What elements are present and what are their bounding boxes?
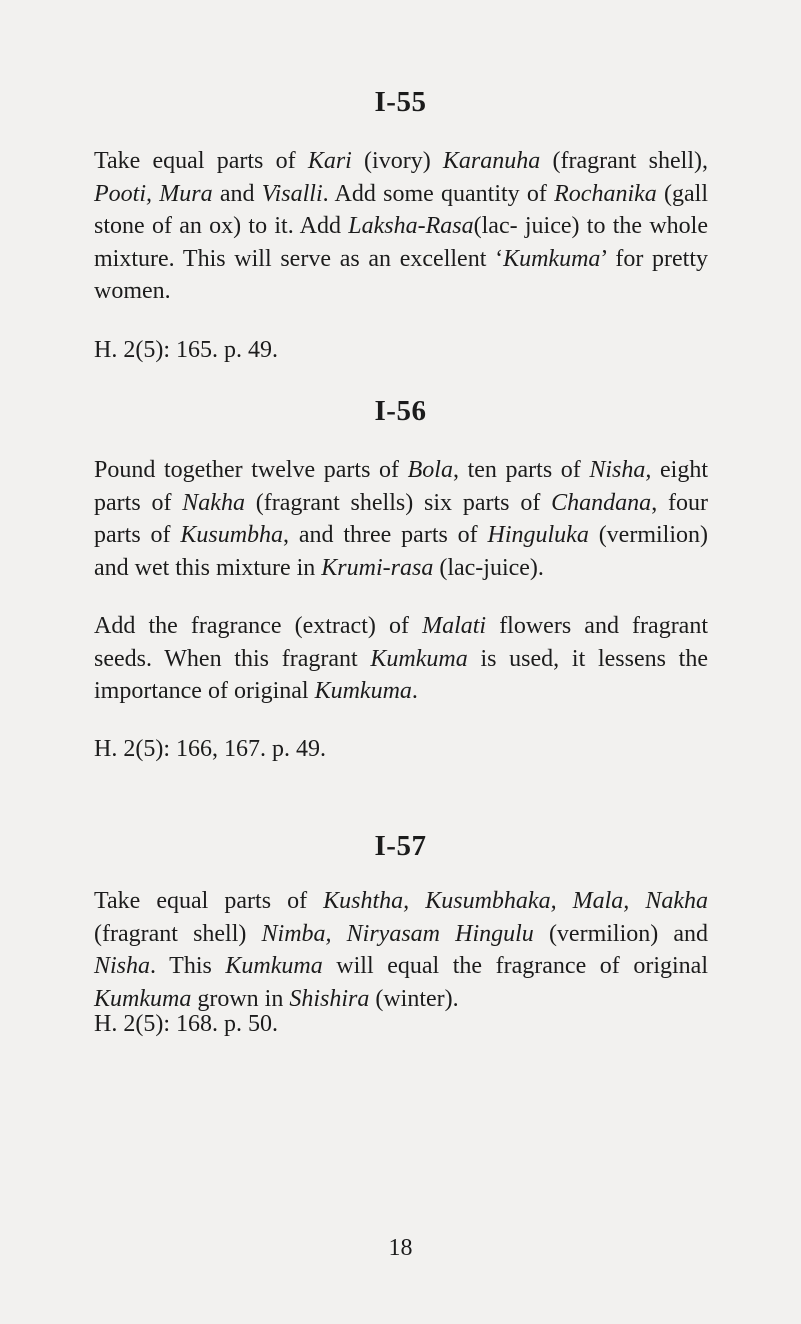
entry-heading: I-56 (374, 395, 427, 427)
italic-term: Pooti, Mura (94, 180, 213, 207)
italic-term: Hinguluka (487, 522, 589, 548)
italic-term: Laksha-Rasa (348, 213, 474, 239)
italic-term: Kumkuma (94, 985, 192, 1012)
italic-term: Visalli (261, 180, 323, 207)
italic-term: Malati (422, 613, 487, 639)
italic-term: Nisha (94, 953, 151, 979)
italic-term: Nisha, (589, 457, 652, 483)
italic-term: Kumkuma (225, 953, 323, 979)
italic-term: Shishira (289, 985, 370, 1012)
italic-term: Kumkuma (370, 645, 468, 672)
entry-reference: H. 2(5): 166, 167. p. 49. (94, 736, 326, 762)
entry-paragraph: Take equal parts of Kushtha, Kusumbhaka, Mala, Nakha (fragrant shell) Nimba, Niryasam Hingulu (vermilion) and Nisha. This Kumkuma will equal the fragrance of original Kumkuma grown in Shishira (winter). (94, 888, 709, 1012)
italic-term: Kusumbha (180, 522, 284, 548)
entry-paragraph: Pound together twelve parts of Bola, ten parts of Nisha, eight parts of Nakha (fragrant shells) six parts of Chandana, four parts of Kusumbha, and three parts of Hinguluka (vermilion) and wet this mixture in Krumi-rasa (lac-juice). (94, 457, 708, 581)
italic-term: Kumkuma (503, 245, 601, 272)
entry-reference: H. 2(5): 165. p. 49. (94, 337, 278, 363)
entry-reference: H. 2(5): 168. p. 50. (94, 1011, 278, 1037)
italic-term: Nimba, Niryasam Hingulu (261, 920, 534, 947)
italic-term: Chandana (551, 489, 652, 516)
entry-heading: I-57 (374, 830, 427, 862)
entry-heading: I-55 (374, 86, 427, 118)
page-number: 18 (388, 1235, 413, 1261)
entry-paragraph: Take equal parts of Kari (ivory) Karanuha (fragrant shell), Pooti, Mura and Visalli. Add some quantity of Rochanika (gall stone of an ox) to it. Add Laksha-Rasa(lac- juice) to the whole mixture. This will serve as an excellent ‘Kumkuma’ for pretty women. (94, 148, 709, 304)
italic-term: Krumi-rasa (321, 554, 434, 581)
italic-term: Rochanika (554, 180, 657, 207)
italic-term: Kumkuma (314, 678, 412, 704)
italic-term: Bola (407, 457, 453, 483)
italic-term: Karanuha (442, 148, 541, 174)
entry-paragraph: Add the fragrance (extract) of Malati flowers and fragrant seeds. When this fragrant Kumkuma is used, it lessens the importance of original Kumkuma. (94, 613, 709, 704)
italic-term: Kushtha, Kusumbhaka, Mala, Nakha (323, 888, 709, 914)
italic-term: Kari (307, 148, 352, 174)
italic-term: Nakha (182, 489, 245, 516)
